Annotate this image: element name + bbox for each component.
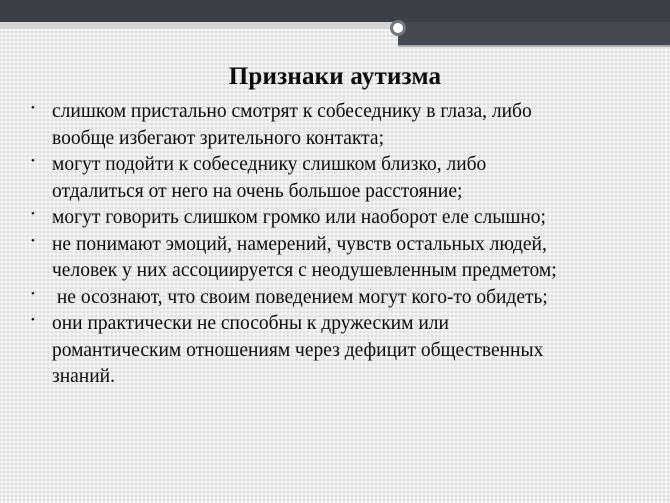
list-item-text: знаний. bbox=[52, 366, 115, 387]
list-item bbox=[30, 285, 650, 312]
list-item-text: не понимают эмоций, намерений, чувств остальных людей, bbox=[52, 233, 547, 255]
header-band-right bbox=[398, 22, 670, 45]
list-item-text: они практически не способны к дружеским или bbox=[52, 313, 449, 334]
list-item-text: человек у них ассоциируется с неодушевленным предметом; bbox=[52, 260, 557, 281]
bullet-icon: • bbox=[31, 234, 35, 247]
bullet-icon: • bbox=[31, 155, 35, 167]
bullet-icon: • bbox=[31, 314, 35, 326]
list-item-text: могут говорить слишком громко или наоборот еле слышно; bbox=[52, 207, 546, 228]
list-item-text: слишком пристально смотрят к собеседнику в глаза, либо bbox=[52, 101, 532, 122]
list-item bbox=[30, 99, 650, 152]
list-item-text: не осознают, что своим поведением могут кого-то обидеть; bbox=[52, 286, 548, 308]
bullet-icon: • bbox=[31, 208, 35, 220]
list-item-text: романтическим отношениям через дефицит общественных bbox=[52, 339, 544, 361]
list-item-text: могут подойти к собеседнику слишком близко, либо bbox=[52, 154, 487, 175]
list-item bbox=[30, 152, 650, 205]
bullet-icon: • bbox=[31, 287, 35, 300]
slide-title: Признаки аутизма bbox=[228, 63, 442, 90]
bullet-icon: • bbox=[31, 102, 35, 114]
header-bar bbox=[0, 0, 670, 22]
list-item bbox=[30, 232, 650, 285]
list-item bbox=[30, 311, 650, 391]
list-item-text: отдалиться от него на очень большое расстояние; bbox=[52, 180, 463, 202]
header-band-line bbox=[398, 45, 670, 47]
header-band-left bbox=[0, 22, 398, 29]
bullet-list bbox=[30, 99, 650, 391]
list-item bbox=[30, 205, 650, 232]
decorative-circle bbox=[390, 20, 406, 36]
list-item-text: вообще избегают зрительного контакта; bbox=[52, 127, 385, 149]
